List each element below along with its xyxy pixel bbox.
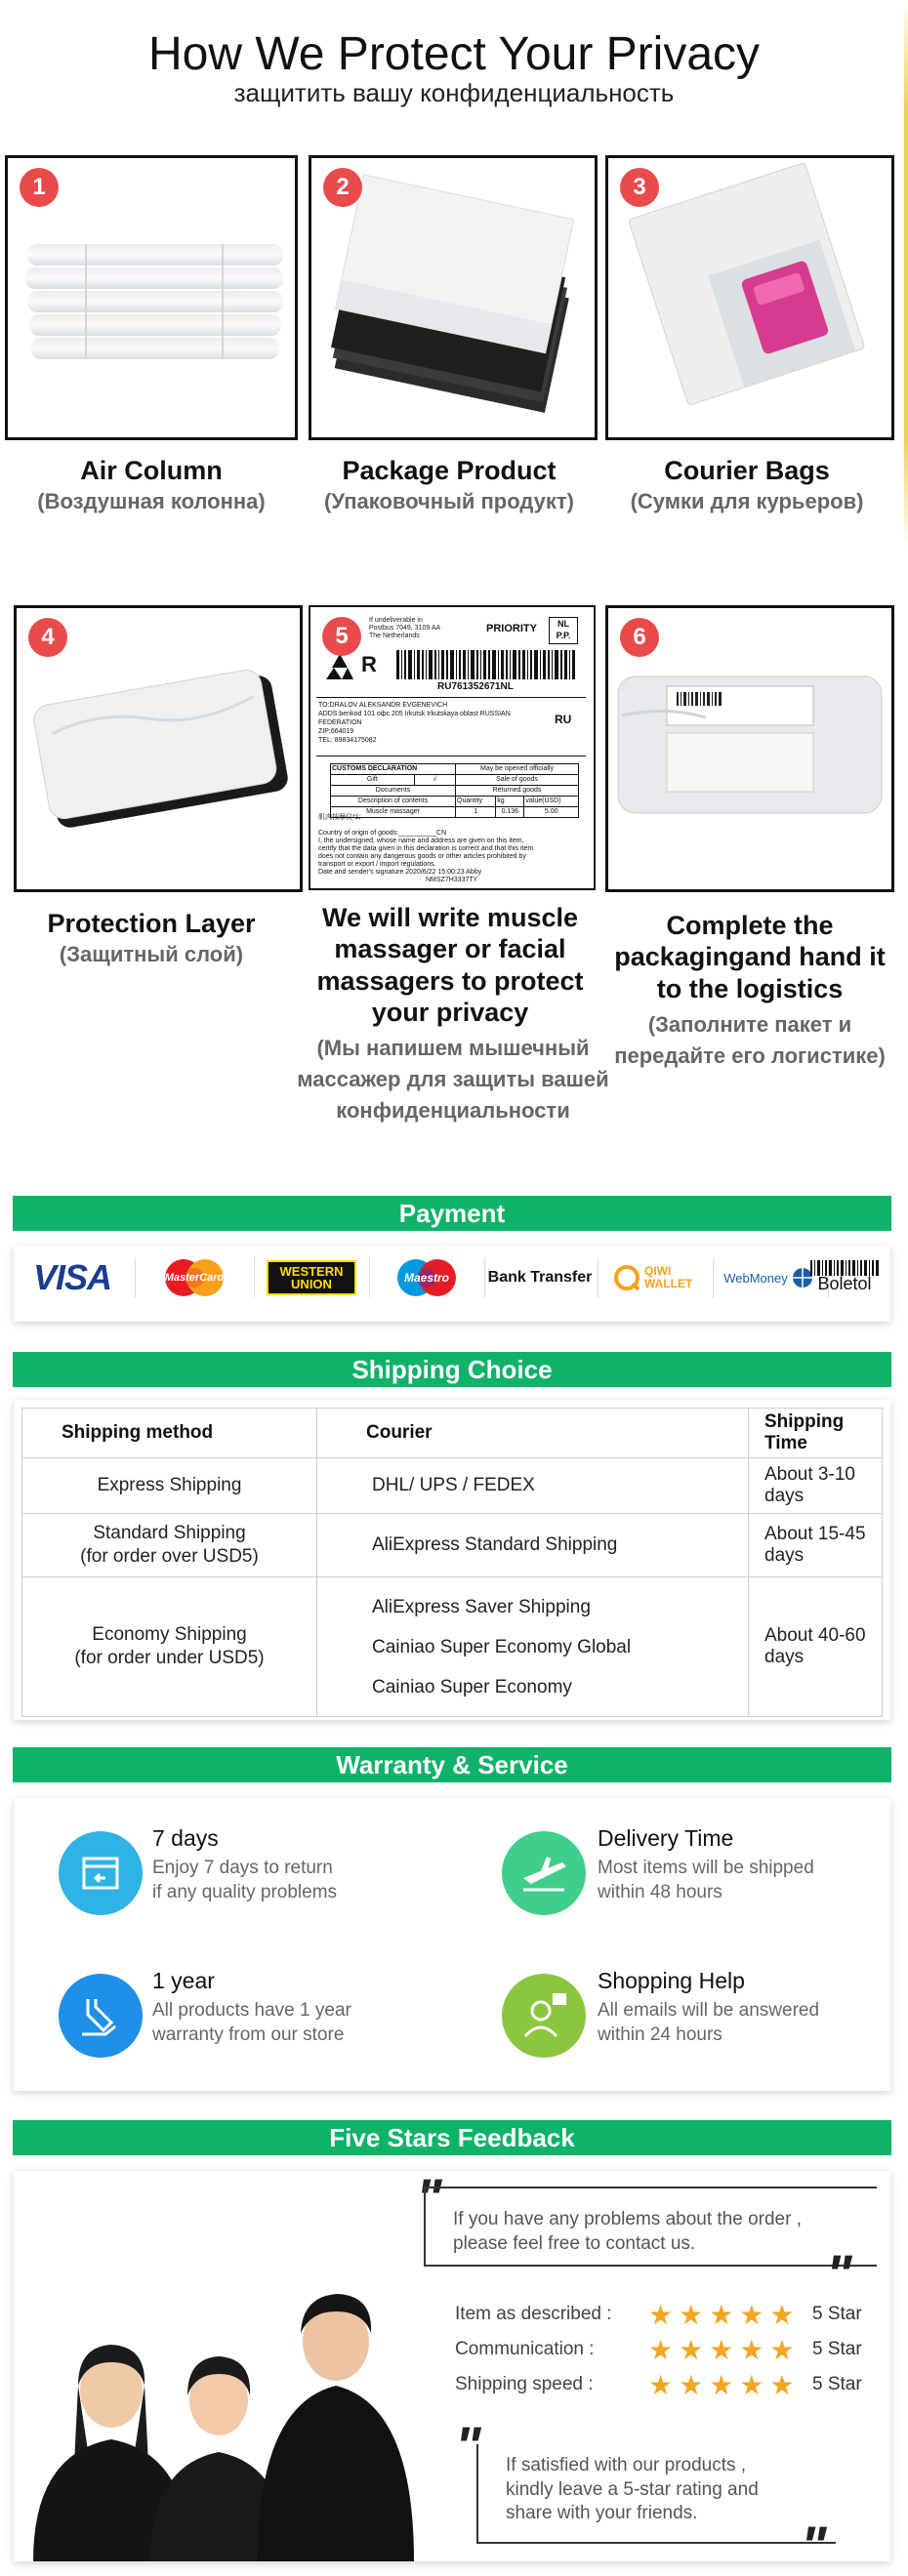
webmoney-logo: WebMoney	[715, 1255, 822, 1300]
warranty-text: within 24 hours	[598, 2024, 722, 2045]
feedback-section-title: Five Stars Feedback	[13, 2120, 891, 2155]
feedback-panel	[14, 2167, 890, 2576]
wrench-hand-icon	[59, 1974, 143, 2058]
step-subtitle: (Защитный слой)	[59, 942, 244, 966]
label-cert: Date and sender's signature 2020/6/22 15:00:23 Abby	[318, 869, 482, 876]
label-address: ADDS:berikod 101 офс 205 Irkutsk Irkutskaya oblast RUSSIAN	[318, 711, 511, 717]
table-row	[22, 1458, 883, 1514]
star-icons: ★★★★★	[648, 2300, 801, 2330]
label-nl: NL	[557, 619, 569, 629]
mastercard-logo: MasterCard	[141, 1255, 248, 1300]
label-tel: TEL: 89834175082	[318, 737, 377, 744]
step-title: Courier Bags	[664, 456, 830, 485]
warranty-title: 7 days	[152, 1825, 219, 1851]
bank-transfer-logo: Bank Transfer	[487, 1269, 593, 1286]
step-card-shipping-label	[309, 605, 596, 890]
shipping-method: Standard Shipping	[93, 1523, 246, 1543]
courier-name: AliExpress Standard Shipping	[317, 1514, 749, 1577]
star-rating	[648, 2337, 801, 2364]
table-row	[22, 1577, 883, 1717]
page-subtitle: защитить вашу конфиденциальность	[233, 78, 675, 107]
shipping-method: Economy Shipping	[92, 1624, 247, 1645]
warranty-panel	[14, 1798, 890, 2091]
step-card-air-column	[5, 155, 298, 440]
step-card-package-product	[309, 155, 598, 440]
step-badge: 3	[620, 168, 659, 207]
rating-value: 5 Star	[812, 2339, 862, 2359]
return-box-icon	[59, 1831, 143, 1915]
qiwi-wallet-logo: QIWI WALLET	[599, 1255, 707, 1300]
label-postbus: Postbus 7049, 3109 AA	[369, 625, 441, 632]
shipping-time: About 40-60 days	[749, 1577, 883, 1717]
step-card-protection-layer	[14, 605, 303, 892]
quote-line: If you have any problems about the order ,	[453, 2209, 802, 2229]
warranty-title: 1 year	[152, 1968, 215, 1993]
step-subtitle: (Воздушная колонна)	[37, 489, 266, 513]
step-subtitle: (Упаковочный продукт)	[324, 489, 574, 513]
rating-label: Shipping speed :	[455, 2374, 594, 2394]
step-badge: 2	[323, 168, 362, 207]
shipping-table	[21, 1408, 883, 1717]
warranty-text: within 48 hours	[598, 1881, 722, 1902]
decorative-edge	[904, 0, 908, 547]
shipping-method: Express Shipping	[97, 1475, 242, 1495]
shipping-panel	[14, 1400, 890, 1720]
label-cert: certify that the data given in this declaration is correct and that this item	[318, 845, 534, 852]
step-badge: 4	[28, 618, 67, 657]
label-ru: RU	[555, 713, 572, 726]
quote-close-icon: "	[801, 2515, 827, 2576]
step-card-courier-bags	[605, 155, 894, 440]
label-ref: NMSZ7H3337TY	[426, 877, 478, 883]
recycle-icon	[320, 650, 359, 689]
quote-close-icon: "	[826, 2243, 852, 2305]
label-undeliverable: If undeliverable in	[369, 617, 423, 624]
warranty-text: All emails will be answered	[598, 2000, 820, 2021]
step-title: Protection Layer	[47, 909, 256, 938]
rating-label: Item as described :	[455, 2304, 612, 2324]
page-title: How We Protect Your Privacy	[147, 28, 761, 80]
step-title: We will write muscle massager or facial massagers to protect your privacy	[316, 903, 584, 1028]
star-rating	[648, 2372, 801, 2399]
star-rating	[648, 2302, 801, 2329]
customs-table: CUSTOMS DECLARATION May be opened officially Gift √ Sale of goods Documents Returned goods Description of contents Quantity kg value(USD) Muscle massager 1 0.136 5.00	[330, 763, 579, 818]
step-subtitle: (Заполните пакет и передайте его логистике)	[614, 1012, 886, 1068]
step-title: Complete the packagingand hand it to the logistics	[614, 911, 886, 1003]
courier-name: AliExpress Saver Shipping	[372, 1596, 591, 1617]
label-cert: does not contain any dangerous goods or other articles prohibited by	[318, 853, 526, 860]
shipping-time: About 15-45 days	[749, 1514, 883, 1577]
label-zip: ZIP:664019	[318, 728, 354, 735]
boleto-logo: Boletol	[791, 1255, 898, 1300]
step-badge: 5	[322, 617, 361, 656]
label-pp: P.P.	[556, 631, 571, 640]
shipping-time: About 3-10 days	[749, 1458, 883, 1514]
courier-name: DHL/ UPS / FEDEX	[317, 1458, 749, 1514]
shipping-section-title: Shipping Choice	[13, 1352, 891, 1387]
airplane-icon	[502, 1831, 586, 1915]
quote-line: If satisfied with our products ,	[506, 2455, 747, 2475]
label-priority: PRIORITY	[486, 623, 537, 634]
rating-value: 5 Star	[812, 2304, 862, 2324]
rating-value: 5 Star	[812, 2374, 862, 2394]
star-icons: ★★★★★	[648, 2335, 801, 2365]
step-badge: 1	[20, 168, 59, 207]
payment-logos-panel	[14, 1246, 890, 1322]
shipping-method-note: (for order over USD5)	[80, 1546, 259, 1567]
warranty-title: Delivery Time	[598, 1825, 734, 1851]
label-r: R	[361, 652, 377, 676]
step-title: Air Column	[80, 456, 223, 485]
star-icons: ★★★★★	[648, 2370, 801, 2400]
courier-name: Cainiao Super Economy Global	[372, 1636, 632, 1657]
step-subtitle: (Сумки для курьеров)	[630, 489, 864, 513]
rating-label: Communication :	[455, 2339, 595, 2359]
customer-service-team-image	[14, 2239, 424, 2561]
label-hs: 肌肉按摩仪*1;	[318, 814, 361, 821]
quote-line: kindly leave a 5-star rating and	[506, 2478, 759, 2500]
support-agent-icon	[502, 1974, 586, 2058]
qiwi-icon	[613, 1264, 640, 1291]
warranty-title: Shopping Help	[598, 1968, 745, 1993]
table-row	[22, 1514, 883, 1577]
col-header-courier: Courier	[317, 1409, 749, 1458]
warranty-text: All products have 1 year	[152, 2000, 351, 2021]
quote-line: share with your friends.	[506, 2503, 698, 2524]
warranty-text: Enjoy 7 days to return	[152, 1858, 333, 1878]
payment-section-title: Payment	[13, 1196, 891, 1231]
label-cert: transport or export / import regulations.	[318, 861, 436, 868]
label-federation: FEDERATION	[318, 719, 362, 726]
tracking-number: RU761352671NL	[437, 681, 514, 692]
warranty-text: Most items will be shipped	[598, 1858, 814, 1878]
courier-name: Cainiao Super Economy	[372, 1676, 572, 1697]
quote-open-icon: "	[455, 2415, 481, 2476]
quote-open-icon: "	[416, 2167, 442, 2228]
western-union-logo: WESTERN UNION	[258, 1255, 365, 1300]
label-cert: I, the undersigned, whose name and address are given on this item,	[318, 838, 524, 844]
col-header-time: Shipping Time	[749, 1409, 883, 1458]
maestro-logo: Maestro	[373, 1255, 480, 1300]
shipping-method-note: (for order under USD5)	[74, 1648, 265, 1668]
col-header-method: Shipping method	[22, 1409, 317, 1458]
visa-logo: VISA	[32, 1257, 112, 1297]
step-title: Package Product	[342, 456, 557, 485]
warranty-section-title: Warranty & Service	[13, 1747, 891, 1782]
warranty-text: if any quality problems	[152, 1881, 338, 1902]
label-origin: Country of origin of goods:__________CN	[318, 830, 447, 837]
label-to: TO:DRALOV ALEKSANDR EVGENEVICH	[318, 702, 448, 709]
warranty-text: warranty from our store	[152, 2024, 345, 2045]
barcode	[396, 650, 578, 679]
label-netherlands: The Netherlands	[369, 633, 420, 639]
quote-line: please feel free to contact us.	[453, 2232, 696, 2254]
step-subtitle: (Мы напишем мышечный массажер для защиты вашей конфиденциальности	[297, 1036, 609, 1123]
step-badge: 6	[620, 618, 659, 657]
step-card-finished-package	[605, 605, 894, 892]
